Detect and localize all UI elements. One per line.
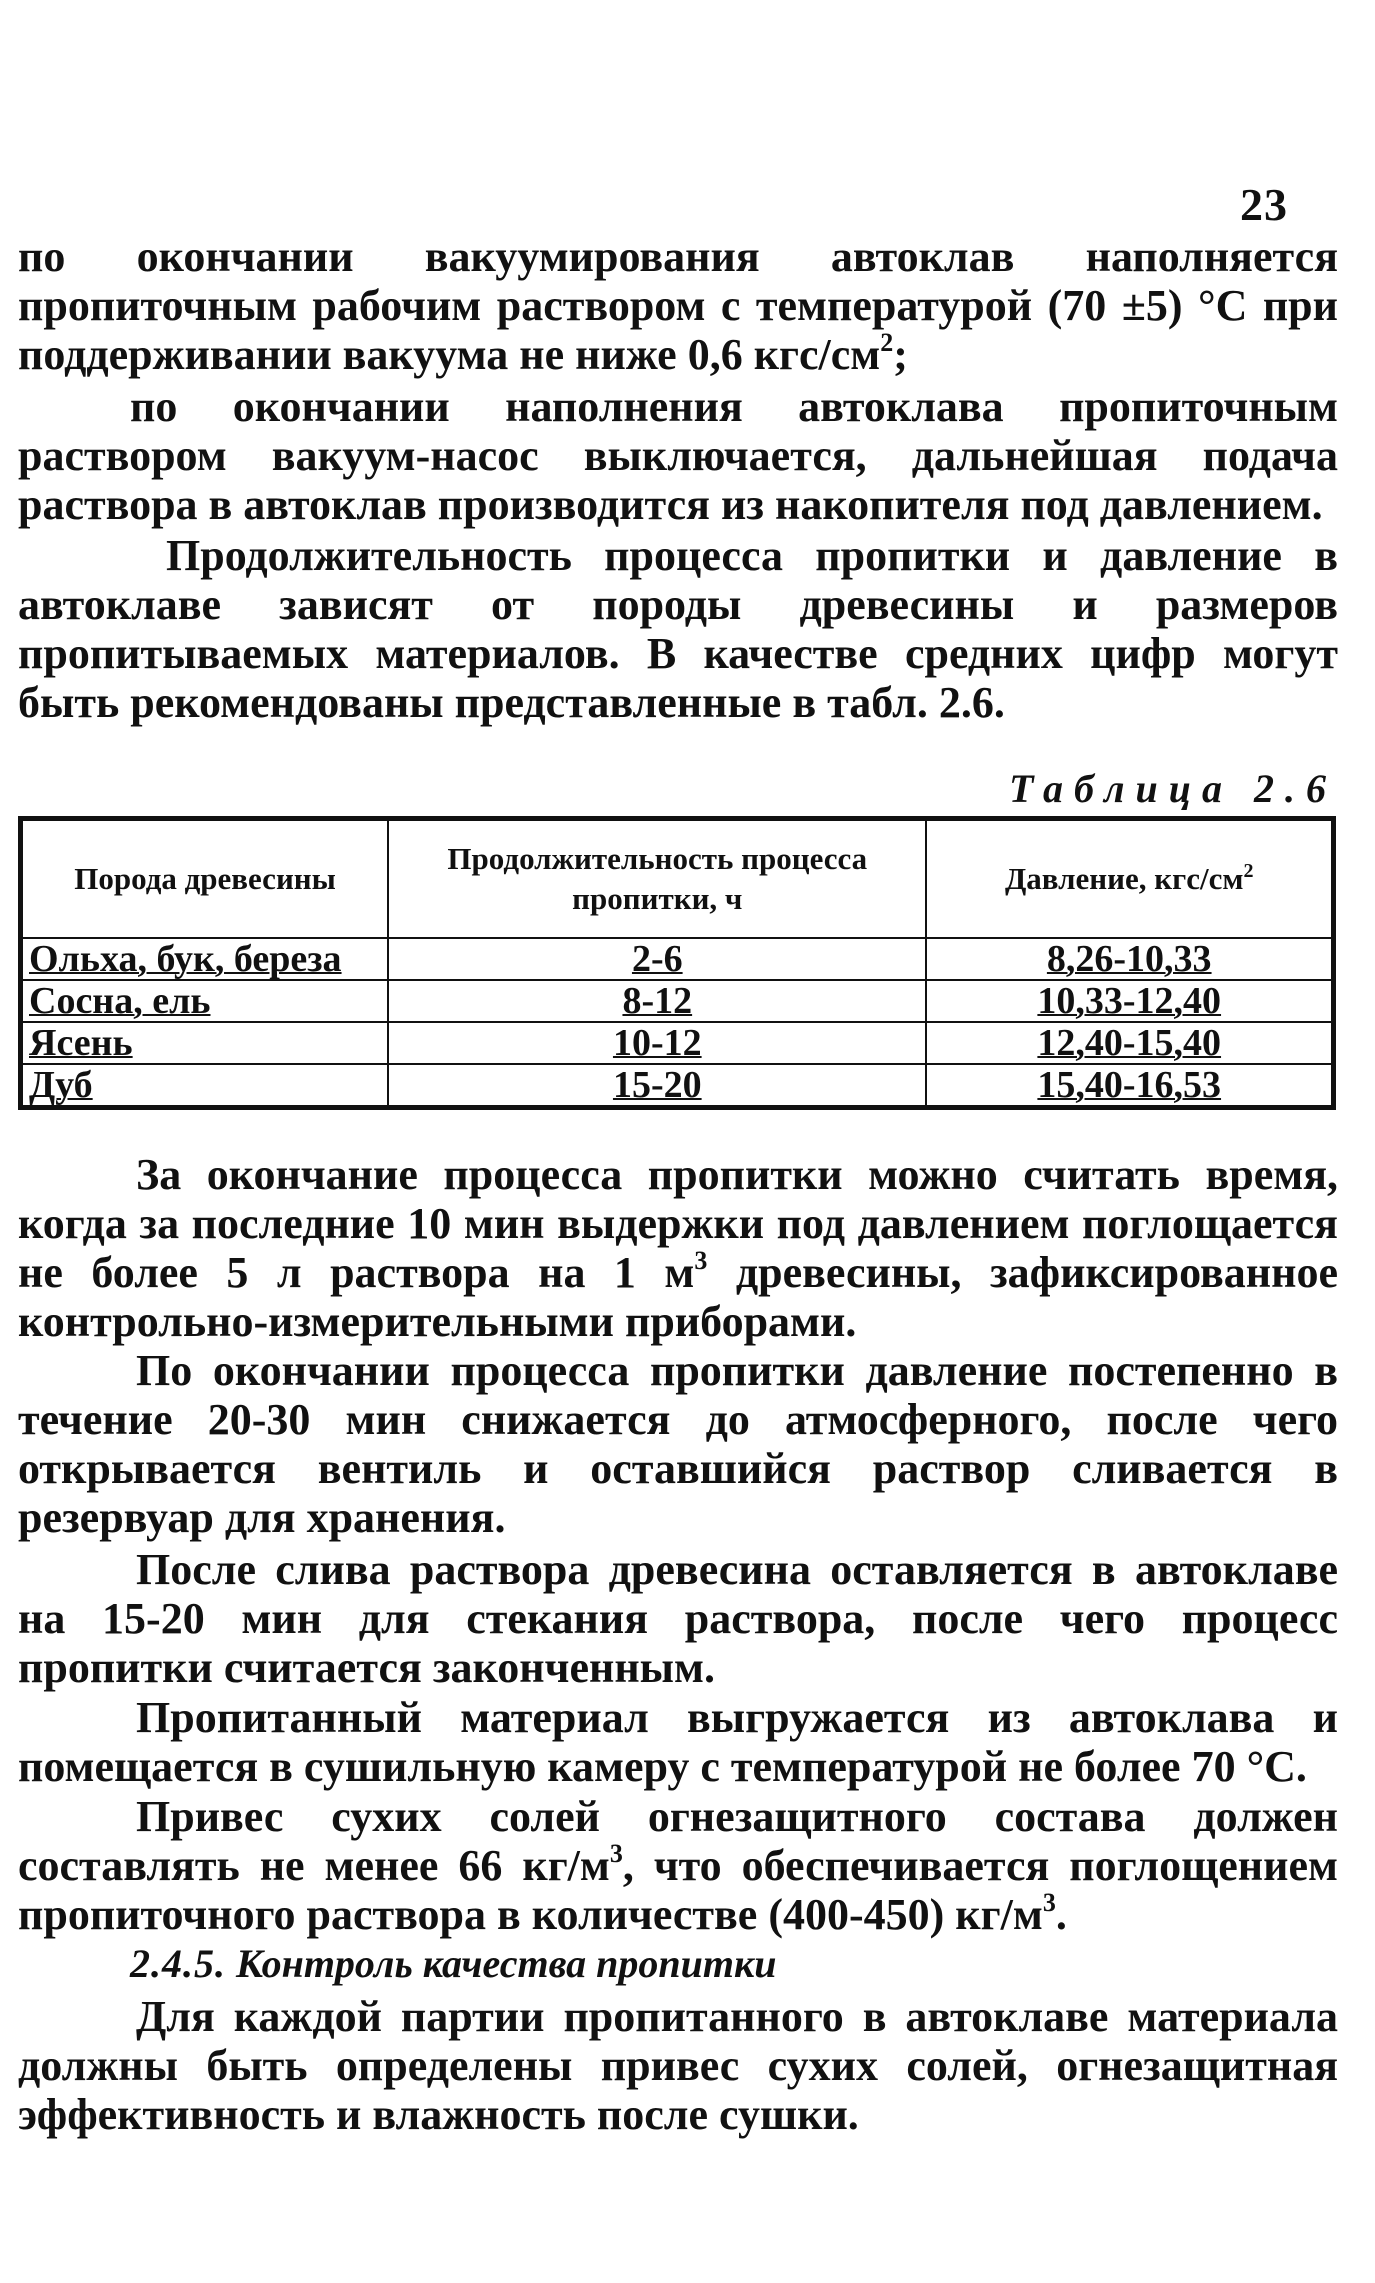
paragraph-text: по окончании вакуумирования автоклав наполняется пропиточным рабочим раствором с температурой (70 ±5) °С при поддерживании вакуума не ниже 0,6 кгс/см: [18, 232, 1338, 379]
cell-duration: 15-20: [388, 1064, 926, 1108]
table-header-row: [21, 819, 1334, 939]
table-row: [21, 1022, 1334, 1064]
paragraph-drain: После слива раствора древесина оставляется в автоклаве на 15-20 мин для стекания раствора, после чего процесс пропитки считается законченным.: [18, 1545, 1338, 1692]
cell-duration: 2-6: [388, 938, 926, 980]
paragraph-pressure-release: По окончании процесса пропитки давление постепенно в течение 20-30 мин снижается до атмосферного, после чего открывается вентиль и оставшийся раствор сливается в резервуар для хранения.: [18, 1346, 1338, 1542]
superscript: 2: [1243, 860, 1254, 882]
paragraph-text: , что обеспечивается поглощением пропиточного раствора в количестве (400-450) кг/м: [18, 1841, 1338, 1939]
paragraph-vacuum-fill: [18, 232, 1338, 379]
superscript: 3: [609, 1839, 623, 1868]
page-number: 23: [1240, 179, 1288, 230]
header-duration: Продолжительность процесса пропитки, ч: [388, 819, 926, 939]
table-caption: Таблица 2.6: [1009, 766, 1337, 811]
paragraph-text: .: [1055, 1890, 1067, 1939]
cell-duration: 8-12: [388, 980, 926, 1022]
paragraph-salt-gain: [18, 1792, 1338, 1939]
cell-duration: 10-12: [388, 1022, 926, 1064]
paragraph-duration: Продолжительность процесса пропитки и давление в автоклаве зависят от породы древесины и размеров пропитываемых материалов. В качестве средних цифр могут быть рекомендованы представленные в табл. 2.6.: [18, 531, 1338, 727]
table-row: [21, 938, 1334, 980]
paragraph-pump-off: по окончании наполнения автоклава пропиточным раствором вакуум-насос выключается, дальнейшая подача раствора в автоклав производится из накопителя под давлением.: [18, 382, 1338, 529]
cell-species: Ольха, бук, береза: [21, 938, 389, 980]
header-pressure-label: Давление, кгс/см: [1004, 861, 1244, 896]
cell-pressure: 12,40-15,40: [926, 1022, 1333, 1064]
table-row: [21, 1064, 1334, 1108]
section-number: 2.4.5.: [130, 1941, 226, 1986]
paragraph-text: За окончание процесса пропитки можно считать время, когда за последние 10 мин выдержки под давлением поглощается не более 5 л раствора на 1 м: [18, 1150, 1338, 1297]
superscript: 3: [694, 1246, 708, 1275]
impregnation-table: [18, 816, 1336, 1110]
paragraph-text: древесины, зафиксированное контрольно-измерительными приборами.: [18, 1248, 1338, 1346]
section-heading: [130, 1940, 777, 1987]
cell-species: Ясень: [21, 1022, 389, 1064]
cell-species: Сосна, ель: [21, 980, 389, 1022]
paragraph-tail: ;: [893, 330, 908, 379]
table-row: [21, 980, 1334, 1022]
cell-pressure: 10,33-12,40: [926, 980, 1333, 1022]
cell-pressure: 8,26-10,33: [926, 938, 1333, 980]
paragraph-quality-control: Для каждой партии пропитанного в автоклаве материала должны быть определены привес сухих солей, огнезащитная эффективность и влажность после сушки.: [18, 1992, 1338, 2139]
superscript: 3: [1042, 1888, 1056, 1917]
paragraph-unload: Пропитанный материал выгружается из автоклава и помещается в сушильную камеру с температурой не более 70 °С.: [18, 1693, 1338, 1791]
superscript: 2: [880, 328, 894, 357]
cell-species: Дуб: [21, 1064, 389, 1108]
cell-pressure: 15,40-16,53: [926, 1064, 1333, 1108]
header-pressure: [926, 819, 1333, 939]
paragraph-end-criterion: [18, 1150, 1338, 1346]
section-title: Контроль качества пропитки: [236, 1941, 777, 1986]
paragraph-text: Привес сухих солей огнезащитного состава должен составлять не менее 66 кг/м: [18, 1792, 1338, 1890]
header-wood-species: Порода древесины: [21, 819, 389, 939]
